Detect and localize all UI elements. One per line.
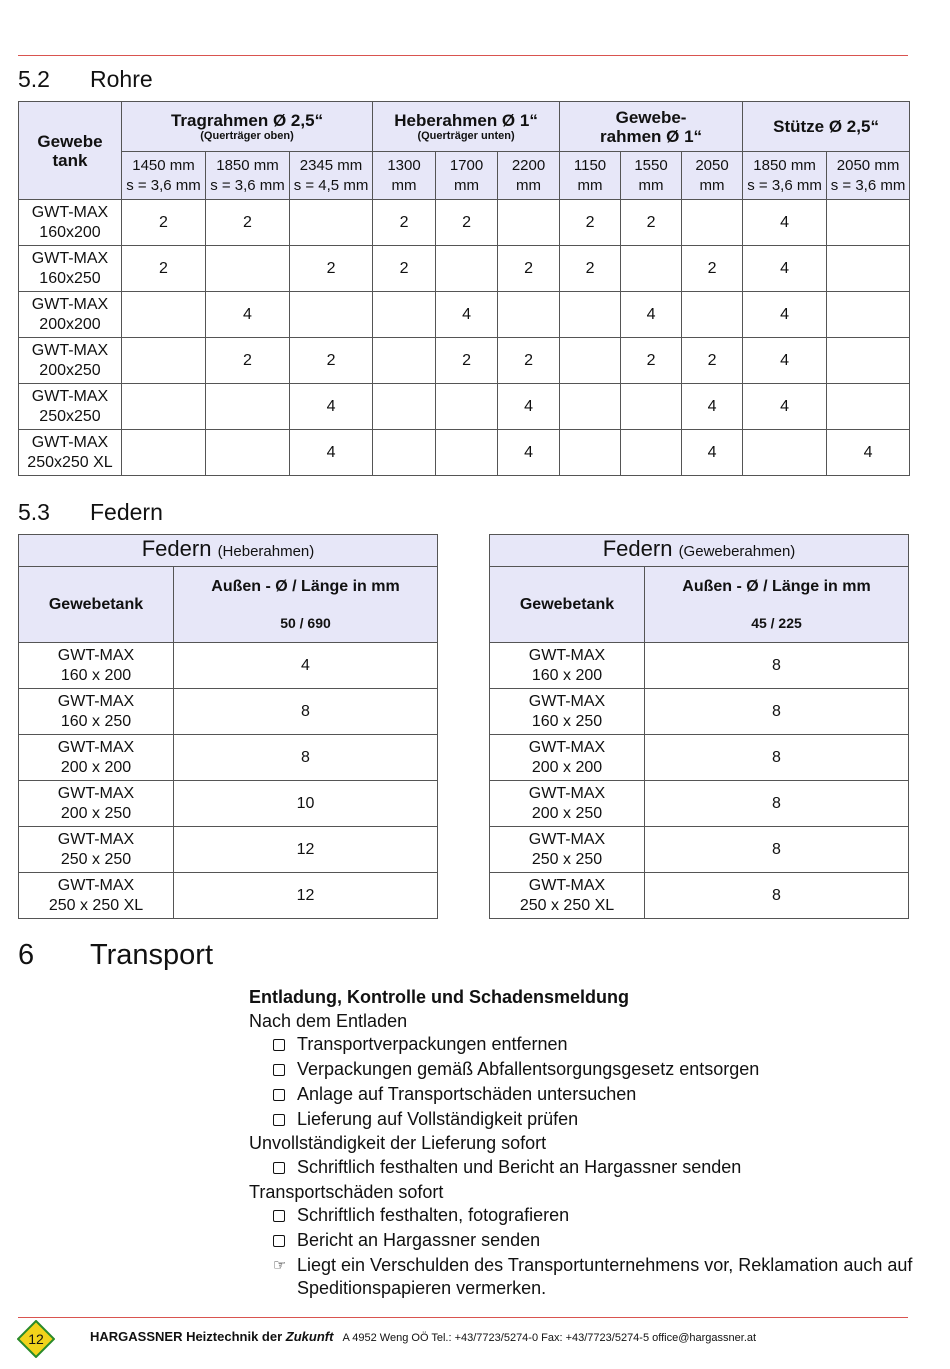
table-cell: 2 — [560, 200, 621, 246]
section-title: Federn — [90, 499, 163, 525]
column-header-gewebetank: Gewebetank — [19, 567, 174, 643]
row-label: GWT-MAX 200x250 — [19, 338, 122, 384]
table-cell: 4 — [498, 384, 560, 430]
corner-header: Gewebe tank — [19, 102, 122, 200]
table-cell: 4 — [174, 643, 438, 689]
table-cell: 4 — [621, 292, 682, 338]
table-cell — [560, 292, 621, 338]
table-cell: 2 — [621, 338, 682, 384]
table-cell — [827, 246, 910, 292]
table-cell: 8 — [645, 827, 909, 873]
table-cell — [436, 430, 498, 476]
table-cell — [560, 384, 621, 430]
table-cell — [206, 246, 290, 292]
table-row — [490, 781, 909, 827]
transport-instructions — [249, 986, 919, 1301]
table-cell: 4 — [743, 200, 827, 246]
row-label: GWT-MAX 200 x 250 — [490, 781, 645, 827]
section-title: Rohre — [90, 66, 153, 92]
dim-header: 2345 mm s = 4,5 mm — [290, 152, 373, 200]
checklist-item: Bericht an Hargassner senden — [249, 1229, 919, 1254]
checklist-item: Anlage auf Transportschäden untersuchen — [249, 1083, 919, 1108]
table-cell: 4 — [682, 430, 743, 476]
page-number: 12 — [28, 1331, 44, 1347]
table-row — [490, 689, 909, 735]
rohre-table-body — [19, 200, 910, 476]
table-cell — [122, 384, 206, 430]
transport-heading: Entladung, Kontrolle und Schadensmeldung — [249, 987, 630, 1007]
checkbox-icon — [273, 1156, 297, 1181]
table-row — [19, 735, 438, 781]
table-cell: 4 — [743, 246, 827, 292]
rohre-table — [18, 101, 910, 476]
table-cell: 8 — [645, 735, 909, 781]
row-label: GWT-MAX 200 x 200 — [19, 735, 174, 781]
row-label: GWT-MAX 160x250 — [19, 246, 122, 292]
table-row — [19, 827, 438, 873]
table-cell: 8 — [174, 735, 438, 781]
table-cell: 8 — [645, 643, 909, 689]
row-label: GWT-MAX 250 x 250 — [19, 827, 174, 873]
row-label: GWT-MAX 160 x 200 — [490, 643, 645, 689]
table-cell — [373, 430, 436, 476]
table-row — [19, 781, 438, 827]
table-row — [19, 200, 910, 246]
table-row — [19, 643, 438, 689]
table-cell — [290, 200, 373, 246]
table-cell: 2 — [621, 200, 682, 246]
dim-header: 2050 mm — [682, 152, 743, 200]
transport-intro: Transportschäden sofort — [249, 1181, 444, 1202]
group-header-geweberahmen: Gewebe- rahmen Ø 1“ — [560, 102, 743, 152]
checkbox-icon — [273, 1083, 297, 1108]
table-cell — [498, 292, 560, 338]
table-cell: 12 — [174, 827, 438, 873]
table-cell: 4 — [436, 292, 498, 338]
checklist-item: Verpackungen gemäß Abfallentsorgungsgesetz entsorgen — [249, 1058, 919, 1083]
section-number: 6 — [18, 939, 35, 971]
table-cell: 4 — [743, 292, 827, 338]
table-cell — [621, 384, 682, 430]
table-cell: 8 — [645, 781, 909, 827]
checklist-item: Lieferung auf Vollständigkeit prüfen — [249, 1108, 919, 1133]
dim-header: 1850 mm s = 3,6 mm — [743, 152, 827, 200]
checkbox-icon — [273, 1108, 297, 1133]
table-row — [490, 873, 909, 919]
checkbox-icon — [273, 1229, 297, 1254]
checkbox-icon — [273, 1058, 297, 1083]
checklist-item: Transportverpackungen entfernen — [249, 1033, 919, 1058]
table-cell: 2 — [290, 246, 373, 292]
table-row — [19, 873, 438, 919]
table-cell — [122, 430, 206, 476]
table-cell: 4 — [498, 430, 560, 476]
row-label: GWT-MAX 250x250 XL — [19, 430, 122, 476]
row-label: GWT-MAX 200 x 200 — [490, 735, 645, 781]
table-cell — [827, 338, 910, 384]
row-label: GWT-MAX 160 x 250 — [490, 689, 645, 735]
table-row — [490, 735, 909, 781]
federn-heberahmen-body — [19, 643, 438, 919]
table-cell: 4 — [290, 430, 373, 476]
table-cell: 8 — [174, 689, 438, 735]
checklist — [249, 1204, 919, 1253]
row-label: GWT-MAX 200x200 — [19, 292, 122, 338]
table-row — [19, 338, 910, 384]
row-label: GWT-MAX 200 x 250 — [19, 781, 174, 827]
group-header-stuetze: Stütze Ø 2,5“ — [743, 102, 910, 152]
table-cell — [621, 246, 682, 292]
table-row — [19, 246, 910, 292]
table-cell — [621, 430, 682, 476]
column-header-gewebetank: Gewebetank — [490, 567, 645, 643]
table-row — [19, 430, 910, 476]
table-cell — [122, 292, 206, 338]
checklist — [249, 1156, 919, 1181]
section-number: 5.3 — [18, 499, 50, 525]
dim-header: 1150 mm — [560, 152, 621, 200]
table-cell: 4 — [290, 384, 373, 430]
checkbox-icon — [273, 1033, 297, 1058]
table-cell: 2 — [682, 338, 743, 384]
table-cell: 2 — [436, 200, 498, 246]
table-cell — [827, 292, 910, 338]
table-cell: 4 — [682, 384, 743, 430]
table-cell — [373, 338, 436, 384]
row-label: GWT-MAX 250 x 250 XL — [490, 873, 645, 919]
table-cell: 2 — [290, 338, 373, 384]
table-cell — [498, 200, 560, 246]
row-label: GWT-MAX 250x250 — [19, 384, 122, 430]
transport-intro: Nach dem Entladen — [249, 1010, 408, 1031]
row-label: GWT-MAX 160 x 250 — [19, 689, 174, 735]
federn-geweberahmen-body — [490, 643, 909, 919]
dim-header: 1550 mm — [621, 152, 682, 200]
table-cell — [827, 384, 910, 430]
dim-header: 1850 mm s = 3,6 mm — [206, 152, 290, 200]
table-cell — [682, 200, 743, 246]
table-cell: 4 — [743, 338, 827, 384]
table-row — [19, 292, 910, 338]
dim-header: 1300 mm — [373, 152, 436, 200]
table-cell: 2 — [498, 338, 560, 384]
checkbox-icon — [273, 1204, 297, 1229]
section-number: 5.2 — [18, 66, 50, 92]
table-cell — [373, 384, 436, 430]
table-cell — [206, 430, 290, 476]
table-cell: 2 — [498, 246, 560, 292]
page-number-badge — [17, 1320, 55, 1358]
table-cell: 8 — [645, 689, 909, 735]
row-label: GWT-MAX 250 x 250 XL — [19, 873, 174, 919]
table-cell: 10 — [174, 781, 438, 827]
table-cell — [290, 292, 373, 338]
pointing-hand-icon: ☞ — [273, 1256, 287, 1274]
table-row — [19, 384, 910, 430]
table-cell: 4 — [743, 384, 827, 430]
bottom-rule — [18, 1317, 908, 1318]
table-cell — [560, 430, 621, 476]
table-cell — [122, 338, 206, 384]
row-label: GWT-MAX 250 x 250 — [490, 827, 645, 873]
table-cell: 2 — [206, 338, 290, 384]
footer-address: A 4952 Weng OÖ Tel.: +43/7723/5274-0 Fax: +43/7723/5274-5 office@hargassner.at — [342, 1332, 757, 1344]
federn-heberahmen-table — [18, 534, 438, 919]
table-cell — [743, 430, 827, 476]
table-cell — [436, 246, 498, 292]
checklist — [249, 1033, 919, 1132]
row-label: GWT-MAX 160x200 — [19, 200, 122, 246]
table-cell: 2 — [682, 246, 743, 292]
column-header-spec: Außen - Ø / Länge in mm 50 / 690 — [174, 567, 438, 643]
table-cell — [436, 384, 498, 430]
table-cell: 2 — [206, 200, 290, 246]
table-cell: 2 — [373, 246, 436, 292]
checklist-item: Schriftlich festhalten und Bericht an Hargassner senden — [249, 1156, 919, 1181]
table-row — [490, 827, 909, 873]
table-cell: 4 — [206, 292, 290, 338]
table-cell: 4 — [827, 430, 910, 476]
dim-header: 1450 mm s = 3,6 mm — [122, 152, 206, 200]
table-cell — [827, 200, 910, 246]
column-header-spec: Außen - Ø / Länge in mm 45 / 225 — [645, 567, 909, 643]
table-cell: 2 — [122, 200, 206, 246]
table-row — [490, 643, 909, 689]
table-caption: Federn (Heberahmen) — [19, 535, 438, 567]
table-cell: 2 — [436, 338, 498, 384]
section-title: Transport — [90, 939, 214, 971]
table-row — [19, 689, 438, 735]
transport-intro: Unvollständigkeit der Lieferung sofort — [249, 1133, 547, 1154]
table-caption: Federn (Geweberahmen) — [490, 535, 909, 567]
table-cell — [560, 338, 621, 384]
dim-header: 2050 mm s = 3,6 mm — [827, 152, 910, 200]
federn-geweberahmen-table — [489, 534, 909, 919]
table-cell: 2 — [560, 246, 621, 292]
table-cell: 2 — [373, 200, 436, 246]
table-cell: 12 — [174, 873, 438, 919]
group-header-heberahmen: Heberahmen Ø 1“ (Querträger unten) — [373, 102, 560, 152]
table-cell — [682, 292, 743, 338]
row-label: GWT-MAX 160 x 200 — [19, 643, 174, 689]
table-cell — [206, 384, 290, 430]
table-cell: 8 — [645, 873, 909, 919]
dim-header: 1700 mm — [436, 152, 498, 200]
group-header-tragrahmen: Tragrahmen Ø 2,5“ (Querträger oben) — [122, 102, 373, 152]
note-item: ☞ Liegt ein Verschulden des Transportunternehmens vor, Reklamation auch auf Speditionspapieren vermerken. — [249, 1254, 919, 1301]
checklist-item: Schriftlich festhalten, fotografieren — [249, 1204, 919, 1229]
table-cell — [373, 292, 436, 338]
footer: HARGASSNER Heiztechnik der Zukunft A 4952 Weng OÖ Tel.: +43/7723/5274-0 Fax: +43/7723/5274-5 office@hargassner.at — [90, 1329, 757, 1344]
top-rule — [18, 55, 908, 56]
dim-header: 2200 mm — [498, 152, 560, 200]
table-cell: 2 — [122, 246, 206, 292]
